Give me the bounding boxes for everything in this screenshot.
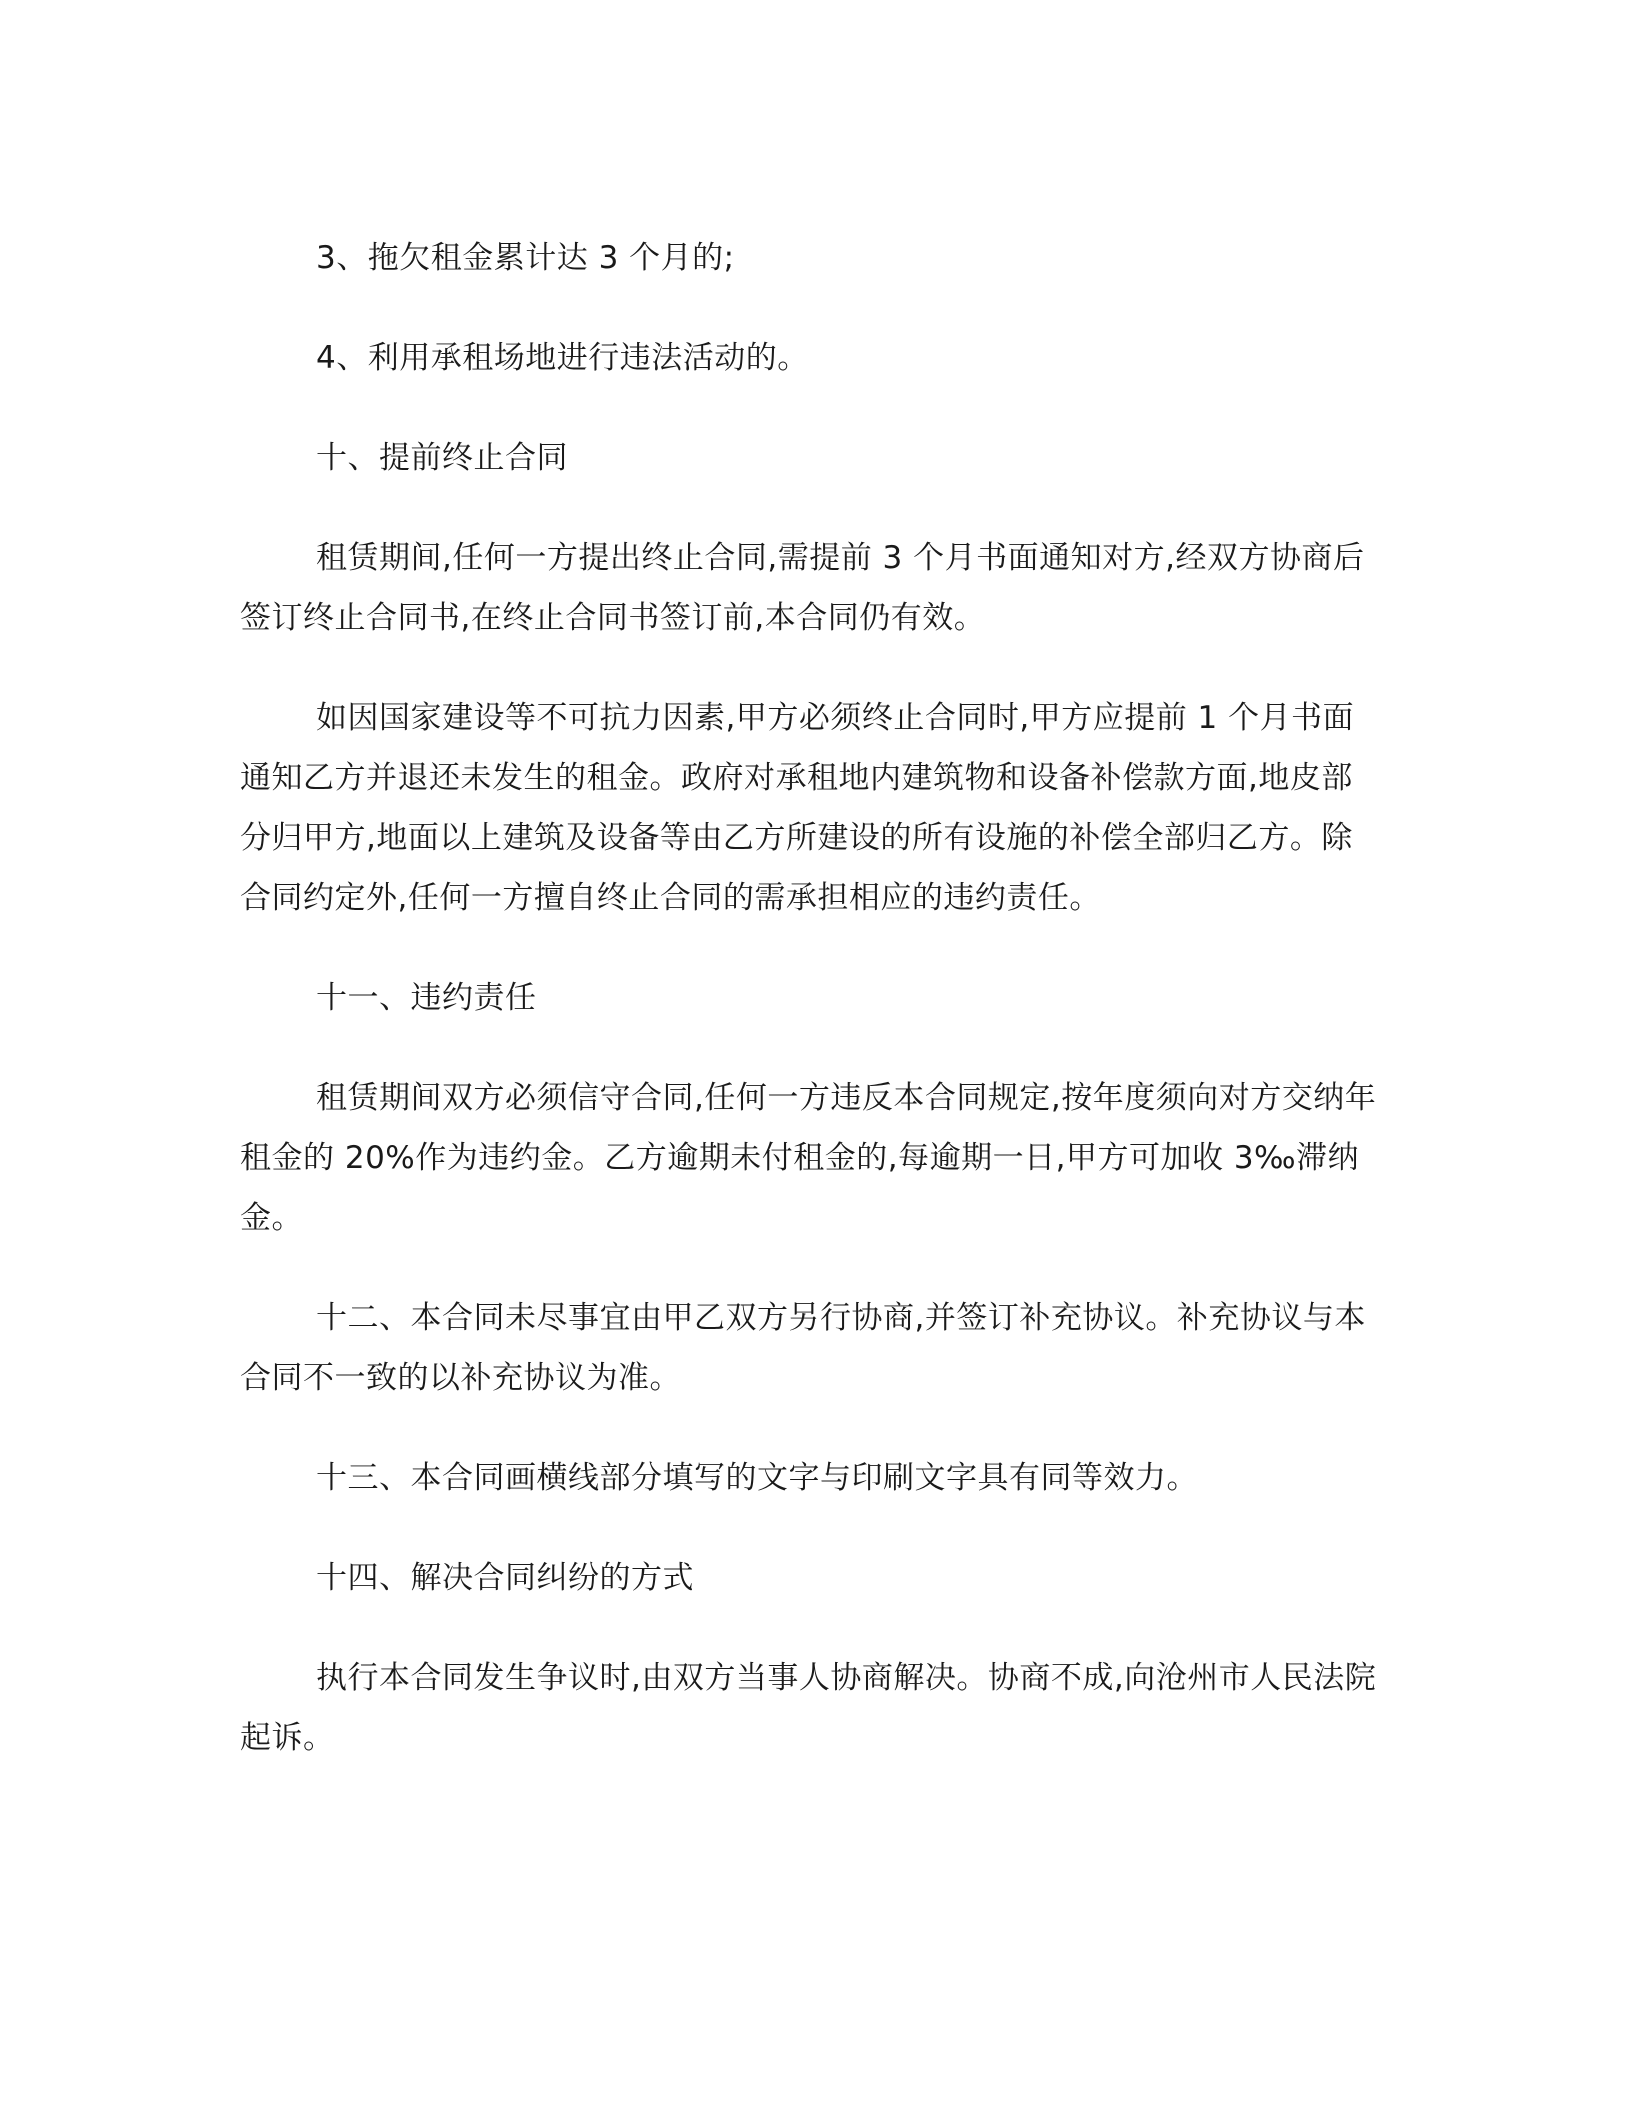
clause-item-4: 4、利用承租场地进行违法活动的。 [316,340,809,376]
section-11-para1-line3: 金。 [240,1200,303,1236]
section-10-heading: 十、提前终止合同 [316,440,568,476]
section-13: 十三、本合同画横线部分填写的文字与印刷文字具有同等效力。 [316,1460,1198,1496]
section-14-heading: 十四、解决合同纠纷的方式 [316,1560,694,1596]
section-10-para2-line2: 通知乙方并退还未发生的租金。政府对承租地内建筑物和设备补偿款方面,地皮部 [240,760,1353,796]
section-12-line2: 合同不一致的以补充协议为准。 [240,1360,681,1396]
section-11-para1-line2: 租金的 20%作为违约金。乙方逾期未付租金的,每逾期一日,甲方可加收 3‰滞纳 [240,1140,1360,1176]
section-10-para2-line4: 合同约定外,任何一方擅自终止合同的需承担相应的违约责任。 [240,880,1101,916]
document-page [240,0,1390,2112]
section-10-para1-line1: 租赁期间,任何一方提出终止合同,需提前 3 个月书面通知对方,经双方协商后 [316,540,1365,576]
section-12-line1: 十二、本合同未尽事宜由甲乙双方另行协商,并签订补充协议。补充协议与本 [316,1300,1366,1336]
section-14-para1-line2: 起诉。 [240,1720,335,1756]
section-11-heading: 十一、违约责任 [316,980,537,1016]
section-10-para1-line2: 签订终止合同书,在终止合同书签订前,本合同仍有效。 [240,600,986,636]
section-10-para2-line1: 如因国家建设等不可抗力因素,甲方必须终止合同时,甲方应提前 1 个月书面 [316,700,1355,736]
section-14-para1-line1: 执行本合同发生争议时,由双方当事人协商解决。协商不成,向沧州市人民法院 [316,1660,1377,1696]
section-11-para1-line1: 租赁期间双方必须信守合同,任何一方违反本合同规定,按年度须向对方交纳年 [316,1080,1377,1116]
section-10-para2-line3: 分归甲方,地面以上建筑及设备等由乙方所建设的所有设施的补偿全部归乙方。除 [240,820,1353,856]
clause-item-3: 3、拖欠租金累计达 3 个月的; [316,240,735,276]
